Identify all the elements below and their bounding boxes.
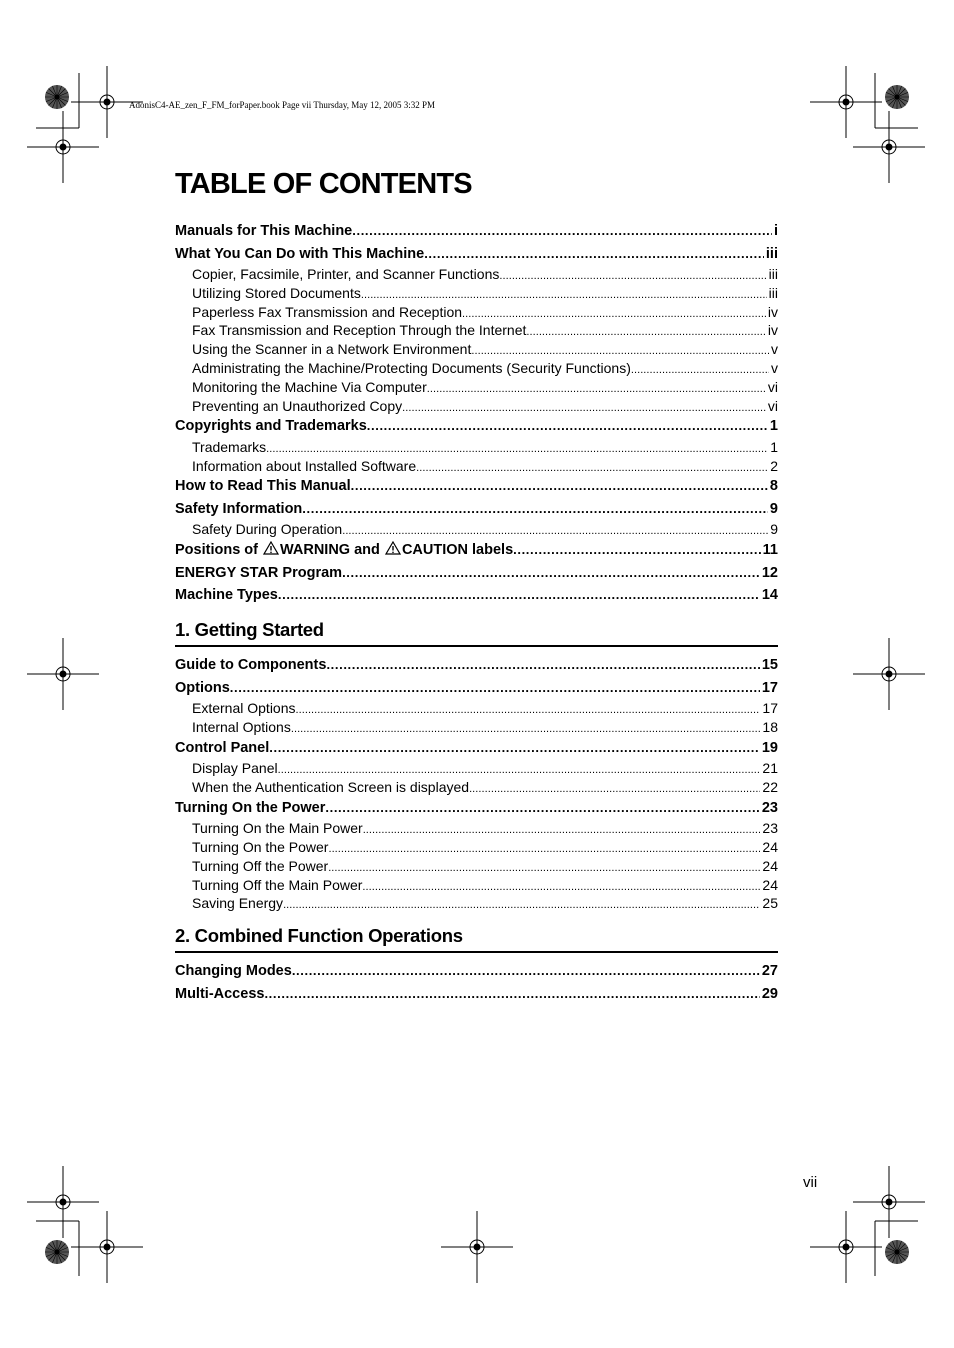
bottom-center-mark [441, 1211, 513, 1283]
toc-subentry[interactable] [175, 819, 778, 838]
toc-entry-page: 23 [762, 820, 778, 837]
toc-subentry[interactable] [175, 397, 778, 416]
toc-entry-title: Turning On the Main Power [192, 820, 363, 837]
toc-entry-title: ENERGY STAR Program [175, 564, 343, 581]
toc-entry[interactable] [175, 498, 778, 521]
toc-entry-page: v [771, 359, 778, 376]
print-header: AdonisC4-AE_zen_F_FM_forPaper.book Page vii Thursday, May 12, 2005 3:32 PM [129, 100, 435, 110]
toc-entry-page: 11 [762, 542, 778, 559]
toc-entry-page: iv [767, 303, 778, 320]
toc-entry-title: Copyrights and Trademarks [175, 418, 367, 435]
toc-entry-page: 22 [762, 778, 778, 795]
toc-entry-page: 27 [761, 963, 778, 979]
toc-entry-page: 1 [770, 438, 778, 455]
toc-subentry[interactable] [175, 857, 778, 876]
dot-leader [325, 797, 759, 820]
toc-entry-page: 21 [762, 760, 778, 777]
toc-list [175, 960, 778, 1005]
toc-subentry[interactable] [175, 876, 778, 895]
toc-entry-title: How to Read This Manual [175, 478, 351, 495]
toc-entry-title: Using the Scanner in a Network Environment [192, 341, 472, 358]
toc-subentry[interactable] [175, 284, 778, 303]
toc-subentry[interactable] [175, 520, 778, 539]
toc-subentry[interactable] [175, 378, 778, 397]
toc-entry-page: 17 [761, 679, 778, 696]
toc-entry-title: What You Can Do with This Machine [175, 245, 425, 262]
dot-leader [342, 562, 760, 585]
toc-subentry[interactable] [175, 778, 778, 797]
caution-triangle-icon [385, 541, 401, 555]
toc-entry-title: Safety Information [175, 500, 303, 517]
dot-leader [283, 894, 760, 915]
toc-entry[interactable] [175, 983, 778, 1006]
dot-leader [278, 759, 761, 780]
toc-entry-title: Monitoring the Machine Via Computer [192, 378, 427, 395]
toc-entry-title: Machine Types [175, 587, 278, 604]
toc-list [175, 220, 778, 539]
toc-entry-page: 2 [770, 457, 778, 474]
dot-leader [291, 718, 761, 739]
toc-entry[interactable] [175, 415, 778, 438]
toc-entry-title: Fax Transmission and Reception Through the Internet [192, 322, 527, 339]
dot-leader [352, 220, 772, 243]
toc-subentry[interactable] [175, 894, 778, 913]
toc-entry-page: iii [768, 266, 778, 282]
toc-entry-title: Paperless Fax Transmission and Reception [192, 303, 463, 320]
bottom-right-marks [810, 1166, 925, 1283]
dot-leader [328, 857, 760, 878]
toc-entry-title: Turning On the Power [175, 799, 326, 816]
dot-leader [292, 960, 760, 983]
toc-front-matter [175, 220, 778, 607]
toc-entry-page: 29 [761, 985, 778, 1002]
toc-entry[interactable] [175, 677, 778, 700]
bottom-left-marks [27, 1166, 143, 1283]
toc-list [175, 562, 778, 607]
toc-entry-page: 19 [761, 739, 778, 756]
dot-leader [367, 415, 768, 438]
toc-entry-positions[interactable] [175, 539, 778, 562]
toc-entry-page: 12 [761, 564, 778, 581]
toc-entry-title: Copier, Facsimile, Printer, and Scanner Functions [192, 266, 500, 282]
toc-entry[interactable] [175, 654, 778, 677]
warning-triangle-icon [263, 541, 279, 555]
toc-entry-title: Control Panel [175, 739, 270, 756]
toc-entry-page: 24 [762, 876, 778, 893]
toc-list [175, 654, 778, 913]
toc-entry-title: Guide to Components [175, 657, 327, 673]
toc-subentry[interactable] [175, 718, 778, 737]
toc-subentry[interactable] [175, 321, 778, 340]
dot-leader [302, 498, 768, 521]
toc-subentry[interactable] [175, 303, 778, 322]
toc-entry[interactable] [175, 737, 778, 760]
toc-entry-page: 9 [770, 521, 778, 538]
dot-leader [499, 265, 766, 286]
toc-entry-title: Preventing an Unauthorized Copy [192, 397, 403, 414]
toc-entry[interactable] [175, 960, 778, 983]
dot-leader [513, 539, 761, 562]
toc-entry-page: 18 [762, 718, 778, 735]
toc-subentry[interactable] [175, 838, 778, 857]
toc-entry-page: 24 [762, 838, 778, 855]
toc-subentry[interactable] [175, 457, 778, 476]
dot-leader [469, 778, 760, 799]
toc-entry-page: iii [765, 245, 778, 262]
toc-entry-page: 17 [762, 700, 778, 716]
toc-subentry[interactable] [175, 438, 778, 457]
toc-entry-title: Turning Off the Power [192, 857, 329, 874]
dot-leader [361, 284, 767, 305]
toc-entry-title: Positions of WARNING and CAUTION labels [175, 542, 514, 559]
toc-entry-title: Information about Installed Software [192, 457, 417, 474]
toc-entry-title: Internal Options [192, 718, 291, 735]
toc-subentry[interactable] [175, 359, 778, 378]
dot-leader [342, 520, 768, 541]
dot-leader [230, 677, 760, 700]
page-number: vii [803, 1174, 818, 1191]
dot-leader [424, 243, 764, 266]
chapter-2-title: 2. Combined Function Operations [175, 925, 778, 953]
toc-entry-page: 14 [761, 587, 778, 604]
dot-leader [328, 838, 760, 859]
dot-leader [363, 819, 761, 840]
toc-entry-page: 1 [769, 418, 778, 435]
toc-entry-page: 8 [769, 478, 778, 495]
toc-entry-title: Turning Off the Main Power [192, 876, 363, 893]
toc-entry-page: iv [767, 322, 778, 339]
page-title: TABLE OF CONTENTS [175, 168, 472, 200]
toc-entry-page: v [771, 341, 778, 358]
mid-right-mark [853, 638, 925, 710]
toc-chapter-1 [175, 654, 778, 913]
toc-entry-title: Utilizing Stored Documents [192, 284, 361, 301]
toc-entry-title: Display Panel [192, 760, 278, 777]
toc-entry-title: Manuals for This Machine [175, 223, 353, 239]
toc-entry[interactable] [175, 243, 778, 266]
dot-leader [462, 303, 766, 324]
dot-leader [427, 378, 766, 399]
toc-entry[interactable] [175, 584, 778, 607]
toc-subentry[interactable] [175, 759, 778, 778]
toc-entry-page: vi [767, 378, 778, 395]
toc-entry-title: Saving Energy [192, 895, 284, 912]
toc-subentry[interactable] [175, 340, 778, 359]
toc-entry-page: 25 [762, 895, 778, 912]
dot-leader [526, 321, 766, 342]
toc-entry[interactable] [175, 475, 778, 498]
top-left-marks [27, 66, 143, 183]
toc-entry-page: 23 [761, 799, 778, 816]
mid-left-mark [27, 638, 99, 710]
toc-entry-title: Changing Modes [175, 963, 292, 979]
toc-entry[interactable] [175, 562, 778, 585]
dot-leader [362, 876, 760, 897]
toc-subentry[interactable] [175, 265, 778, 284]
dot-leader [471, 340, 769, 361]
dot-leader [631, 359, 769, 380]
toc-entry-page: iii [768, 284, 778, 301]
toc-entry-title: Options [175, 679, 230, 696]
dot-leader [416, 457, 768, 478]
dot-leader [296, 699, 761, 720]
dot-leader [278, 584, 760, 607]
dot-leader [264, 983, 759, 1006]
toc-subentry[interactable] [175, 699, 778, 718]
toc-entry-page: 24 [762, 857, 778, 874]
dot-leader [351, 475, 768, 498]
toc-entry-page: 15 [761, 657, 778, 673]
toc-entry-title: Administrating the Machine/Protecting Documents (Security Functions) [192, 359, 631, 376]
toc-entry-title: When the Authentication Screen is displayed [192, 778, 470, 795]
toc-entry[interactable] [175, 220, 778, 243]
top-right-marks [810, 66, 925, 183]
toc-entry-title: Turning On the Power [192, 838, 329, 855]
toc-entry[interactable] [175, 797, 778, 820]
dot-leader [269, 737, 760, 760]
dot-leader [402, 397, 766, 418]
toc-entry-page: i [773, 223, 778, 239]
toc-entry-page: 9 [769, 500, 778, 517]
toc-entry-title: External Options [192, 700, 296, 716]
toc-chapter-2 [175, 960, 778, 1005]
toc-entry-title: Safety During Operation [192, 521, 343, 538]
toc-entry-title: Multi-Access [175, 985, 265, 1002]
dot-leader [326, 654, 759, 677]
dot-leader [266, 438, 768, 459]
chapter-1-title: 1. Getting Started [175, 619, 778, 647]
toc-entry-title: Trademarks [192, 438, 267, 455]
toc-entry-page: vi [767, 397, 778, 414]
